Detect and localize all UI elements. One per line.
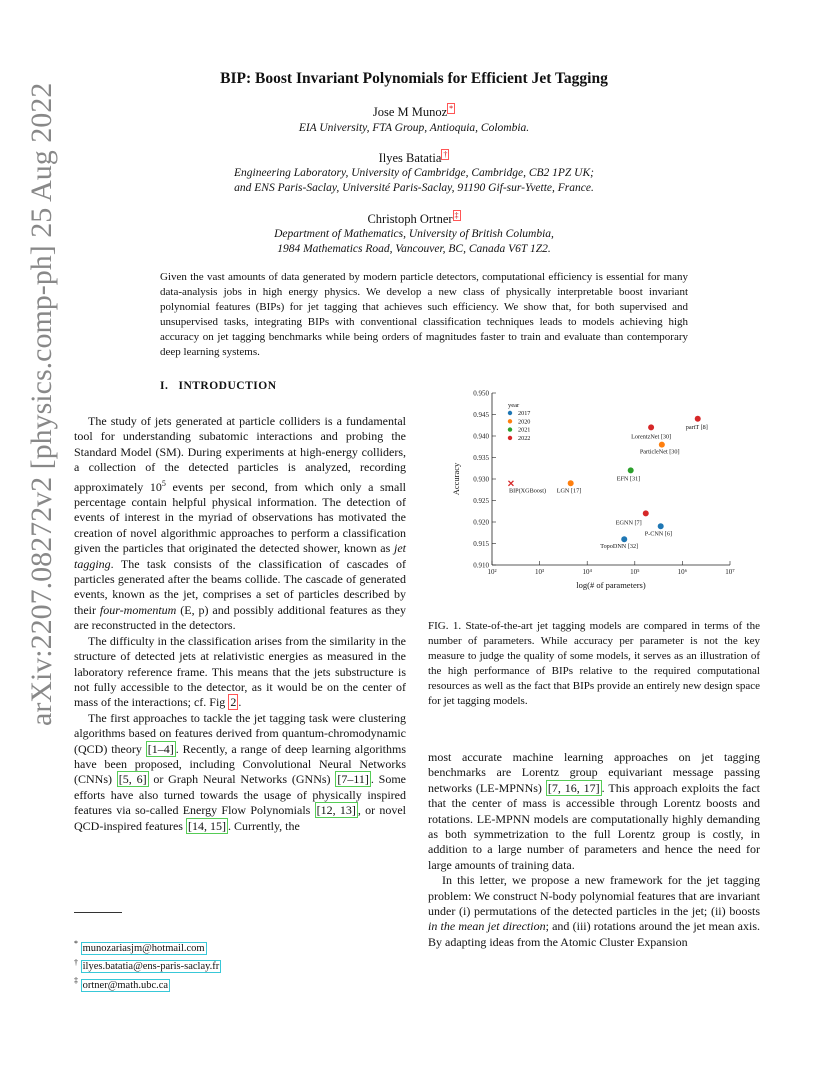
y-tick-label: 0.930: [473, 475, 489, 484]
section-heading: I. INTRODUCTION: [160, 380, 277, 392]
email-link-2[interactable]: ilyes.batatia@ens-paris-saclay.fr: [82, 961, 220, 972]
legend-label: 2020: [518, 418, 531, 426]
y-axis-label: Accuracy: [451, 462, 461, 496]
intro-paragraph-2: The difficulty in the classification arises from the similarity in the structure of detected jets at relativistic energies as measured in the laboratory reference frame. This means that the jets substructure is not fully accessible to the detector, as it would be on the center of mass of the interactions; cf. Fig 2 .: [74, 633, 406, 710]
footnote-2: † ilyes.batatia@ens-paris-saclay.fr: [74, 957, 220, 972]
citation-link[interactable]: [7–11]: [337, 772, 369, 787]
data-point-label: TopoDNN [32]: [600, 543, 639, 551]
x-tick-label: 10⁵: [630, 568, 640, 576]
data-point-label: ParticleNet [30]: [639, 448, 680, 456]
author-1-affiliation: EIA University, FTA Group, Antioquia, Colombia.: [298, 122, 530, 134]
data-point-marker: [659, 442, 665, 448]
x-tick-label: 10³: [535, 568, 545, 576]
y-tick-label: 0.910: [473, 561, 489, 570]
legend-title: year: [508, 402, 520, 409]
legend-marker: [508, 427, 512, 431]
author-1-footnote-mark[interactable]: *: [449, 104, 454, 113]
legend-marker: [508, 419, 512, 423]
footnotes: [74, 937, 221, 993]
author-3-affiliation-line-2: 1984 Mathematics Road, Vancouver, BC, Canada V6T 1Z2.: [277, 243, 551, 255]
citation-link[interactable]: [12, 13]: [316, 803, 356, 818]
figure-2-link[interactable]: 2: [230, 695, 237, 710]
data-point-marker: [628, 467, 634, 473]
y-tick-label: 0.945: [473, 411, 489, 419]
author-2-affiliation-line-2: and ENS Paris-Saclay, Université Paris-Saclay, 91190 Gif-sur-Yvette, France.: [234, 182, 594, 194]
figure-1-caption: FIG. 1. State-of-the-art jet tagging models are compared in terms of the number of parameters. While accuracy per parameter is not the key measure to judge the quality of some models, it serves as an illustration of the high performance of BIPs relative to the required computational resources as well as the fact that BIPs provide an entirely new design space for jet tagging models.: [428, 620, 760, 707]
abstract: Given the vast amounts of data generated by modern particle detectors, computational efficiency is essential for many data-analysis jobs in high energy physics. We develop a new class of physically interpretable boost invariant polynomial features (BIPs) for jet tagging that achieves such efficiency. We show that, for both supervised and unsupervised tasks, integrating BIPs with conventional classification techniques leads to models achieving high accuracy on jet tagging benchmarks while being orders of magnitudes faster to train and evaluate than contemporary deep learning systems.: [160, 271, 688, 358]
data-point-label: LorentzNet [30]: [631, 433, 672, 441]
x-tick-label: 10⁷: [725, 568, 735, 576]
legend-marker: [508, 411, 512, 415]
email-link-1[interactable]: munozariasjm@hotmail.com: [82, 942, 205, 954]
body-paragraph-2: In this letter, we propose a new framework for the jet tagging problem: We construct N-body polynomial features that are invariant under (i) permutations of the detected particles in the jet; (ii) boosts in the mean jet direction; and (iii) rotations around the jet mean axis. By adapting ideas from the Atomic Cluster Expansion: [428, 873, 760, 949]
email-link-3[interactable]: ortner@math.ubc.ca: [82, 979, 169, 991]
legend-label: 2021: [518, 426, 531, 434]
intro-paragraph-3: The first approaches to tackle the jet tagging task were clustering algorithms based on features derived from quantum-chromodynamic (QCD) theory [1–4] . Recently, a range of deep learning algorithms have been proposed, including Convolutional Neural Networks (CNNs) [5, 6] or Graph Neural Networks (GNNs) [7–11] . Some efforts have also turned towards the usage of physically inspired features via so-called Energy Flow Polynomials [12, 13] , or novel QCD-inspired features [14, 15] . Currently, the: [74, 710, 407, 833]
author-3-affiliation-line-1: Department of Mathematics, University of British Columbia,: [274, 228, 554, 240]
data-point-marker: [621, 536, 627, 542]
x-axis-label: log(# of parameters): [576, 580, 646, 590]
citation-link[interactable]: [5, 6]: [118, 772, 147, 787]
x-tick-label: 10⁴: [582, 568, 592, 576]
data-point-marker: [695, 416, 701, 422]
author-2: Ilyes Batatia †: [378, 150, 448, 166]
citation-link[interactable]: [1–4]: [147, 741, 174, 756]
data-point-marker: [643, 510, 649, 516]
y-tick-label: 0.915: [473, 540, 489, 548]
y-tick-label: 0.940: [473, 432, 489, 441]
x-tick-label: 10²: [487, 568, 497, 576]
data-point-label: BIP(XGBoost): [508, 487, 547, 495]
footnote-3: ‡ ortner@math.ubc.ca: [74, 976, 169, 991]
data-point-label: LGN [17]: [556, 487, 582, 495]
author-1: Jose M Munoz *: [372, 104, 454, 120]
right-column: [428, 750, 760, 950]
author-3: Christoph Ortner ‡: [367, 211, 459, 227]
data-point-marker: [648, 424, 654, 430]
y-tick-label: 0.920: [473, 518, 489, 527]
footnote-1: * munozariasjm@hotmail.com: [74, 939, 205, 954]
data-point-label: EGNN [7]: [615, 519, 642, 527]
arxiv-identifier: arXiv:2207.08272v2 [physics.comp-ph] 25 Aug 2022: [25, 82, 58, 726]
footnote-divider: [74, 912, 122, 913]
intro-paragraph-1: The study of jets generated at particle colliders is a fundamental tool for understanding subatomic interactions and probing the Standard Model (SM). During experiments at high-energy colliders, a collection of the detected particles is analyzed, recording approximately $10^5$ events per second, from which only a small percentage contain helpful physical information. The detection of events of interest in the myriad of observations has motivated the creation of novel algorithmic approaches to perform a classification given the particles that originated the detected shower, known as jet tagging. The task consists of the classification of cascades of particles generated after the beams collide. The cascade of generated events, known as the jet, comprises a set of particles described by their four-momentum (E, p) and possibly additional features as they are reconstructed in the detectors.: [74, 414, 406, 633]
author-2-affiliation-line-1: Engineering Laboratory, University of Cambridge, Cambridge, CB2 1PZ UK;: [233, 167, 594, 179]
y-tick-label: 0.935: [473, 454, 489, 462]
paper-title: BIP: Boost Invariant Polynomials for Efficient Jet Tagging: [220, 70, 608, 87]
citation-link[interactable]: [14, 15]: [187, 818, 226, 833]
left-column: [74, 414, 406, 834]
data-point-label: P-CNN [6]: [644, 530, 673, 538]
citation-link[interactable]: [7, 16, 17]: [547, 780, 600, 795]
body-paragraph-continued: most accurate machine learning approaches on jet tagging benchmarks are Lorentz group equivariant message passing networks (LE-MPNNs) [7, 16, 17] . This approach exploits the fact that the center of mass is accessible through Lorentz boosts and rotations. LE-MPNN models are computationally highly demanding as both symmetrization to the full Lorentz group is costly, in addition to a large number of parameters and hence the need for large amounts of training data.: [428, 750, 760, 872]
y-tick-label: 0.925: [473, 497, 489, 505]
legend-marker: [508, 436, 512, 440]
legend-label: 2017: [518, 410, 531, 417]
data-point-label: EFN [31]: [616, 475, 641, 483]
author-3-footnote-mark[interactable]: ‡: [454, 211, 459, 220]
legend-label: 2022: [518, 434, 531, 442]
y-tick-label: 0.950: [473, 389, 489, 398]
data-point-marker: [568, 480, 574, 486]
author-2-footnote-mark[interactable]: †: [443, 150, 448, 159]
data-point-marker: [508, 481, 513, 486]
data-point-label: partT [8]: [685, 423, 708, 431]
data-point-marker: [658, 523, 664, 529]
x-tick-label: 10⁶: [677, 568, 688, 576]
figure-1-scatter-chart: [440, 385, 740, 600]
